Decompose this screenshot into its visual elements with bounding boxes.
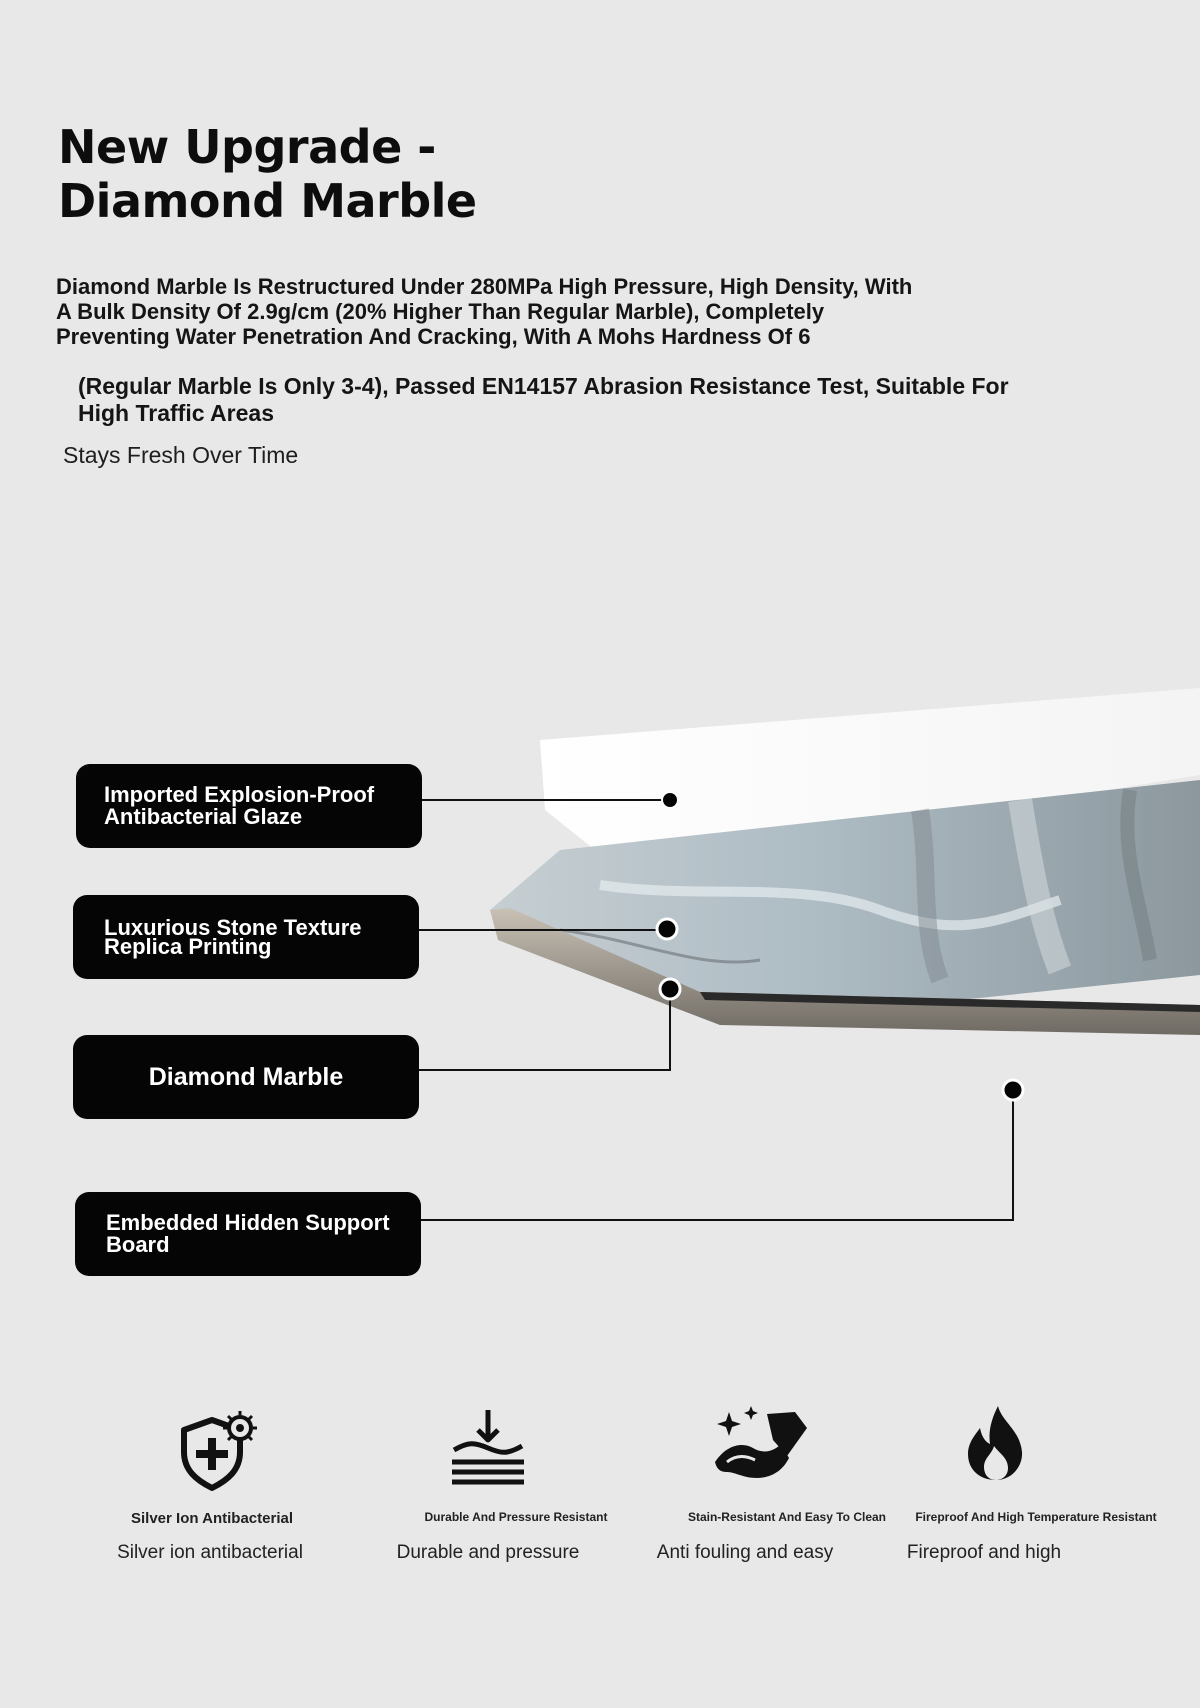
feature-caption: Fireproof And High Temperature Resistant — [915, 1510, 1157, 1524]
pressure-down-arrow-icon — [440, 1400, 540, 1500]
connector-dot-3 — [660, 979, 680, 999]
layer-label-line: Imported Explosion-Proof — [104, 782, 375, 807]
flame-icon — [950, 1400, 1050, 1500]
feature-caption: Stain-Resistant And Easy To Clean — [687, 1510, 887, 1524]
connector-line-4 — [420, 1090, 1013, 1220]
feature-caption: Silver Ion Antibacterial — [131, 1510, 293, 1527]
cleaning-sparkle-icon — [707, 1400, 807, 1500]
feature-fireproof — [860, 1390, 1157, 1590]
description-paragraph-3: Stays Fresh Over Time — [63, 442, 299, 468]
layer-label-line: Embedded Hidden Support — [106, 1210, 390, 1235]
layer-label-line: Board — [106, 1232, 170, 1257]
layer-label-line: Antibacterial Glaze — [104, 804, 303, 829]
connector-line-3 — [418, 990, 670, 1070]
feature-caption: Durable And Pressure Resistant — [424, 1510, 608, 1524]
feature-subtext: Durable and pressure — [396, 1542, 580, 1563]
feature-row — [0, 1390, 1200, 1590]
description-paragraph-2: (Regular Marble Is Only 3-4), Passed EN14157 Abrasion Resistance Test, Suitable For High Traffic Areas — [78, 373, 1009, 426]
shield-plus-icon — [170, 1400, 270, 1500]
connector-dot-4 — [1003, 1080, 1023, 1100]
feature-antibacterial — [80, 1390, 360, 1590]
layer-label-line: Diamond Marble — [148, 1063, 344, 1091]
layer-label-diamond-marble — [73, 1035, 419, 1119]
layer-label-glaze — [76, 764, 422, 848]
layer-label-support-board — [75, 1192, 421, 1276]
description-paragraph-1: Diamond Marble Is Restructured Under 280MPa High Pressure, High Density, With A Bulk Density Of 2.9g/cm (20% Higher Than Regular Marble), Completely Preventing Water Penetration And Cracking, With A Mohs Hardness Of 6 — [56, 274, 913, 349]
page-title: New Upgrade - Diamond Marble — [58, 120, 477, 228]
feature-subtext: Fireproof and high — [906, 1542, 1062, 1563]
layer-label-line: Replica Printing — [104, 934, 272, 959]
connector-dot-1 — [662, 792, 678, 808]
feature-subtext: Silver ion antibacterial — [117, 1542, 303, 1563]
layer-diagram — [0, 640, 1200, 1300]
connector-dot-2 — [657, 919, 677, 939]
feature-pressure — [350, 1390, 630, 1590]
feature-subtext: Anti fouling and easy — [656, 1542, 834, 1563]
layer-label-line: Luxurious Stone Texture — [104, 915, 362, 940]
layer-label-texture — [73, 895, 419, 979]
